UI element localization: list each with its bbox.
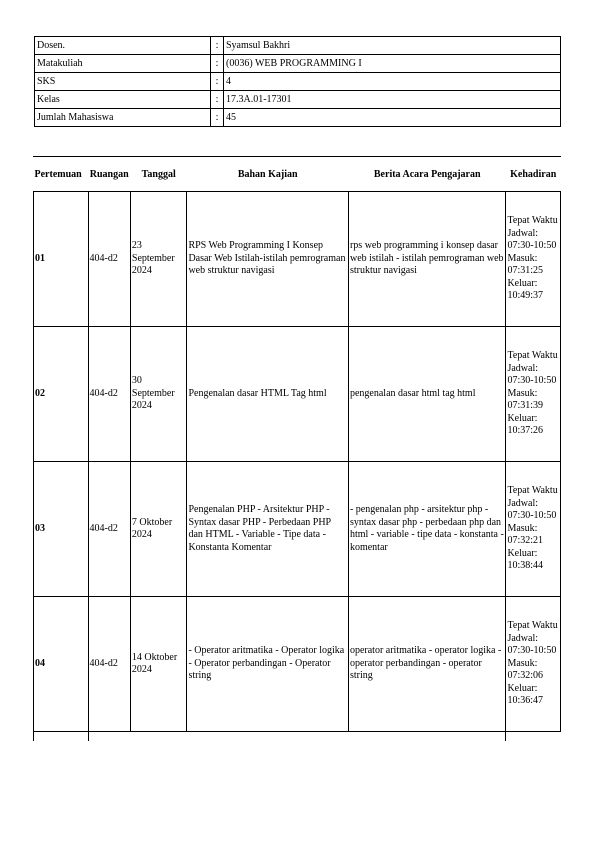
- kehadiran-masuk: Masuk: 07:31:25: [507, 252, 544, 277]
- ruangan-cell: 404-d2: [88, 192, 130, 327]
- kehadiran-masuk: Masuk: 07:31:39: [507, 387, 544, 412]
- kehadiran-jadwal: Jadwal: 07:30-10:50: [507, 227, 557, 252]
- kehadiran-jadwal: Jadwal: 07:30-10:50: [507, 362, 557, 387]
- ruangan-cell: 404-d2: [88, 597, 130, 732]
- info-row-matakuliah: [35, 55, 561, 73]
- schedule-table: [33, 157, 561, 741]
- info-separator: :: [211, 55, 224, 73]
- kehadiran-cell: [506, 597, 561, 732]
- info-value: (0036) WEB PROGRAMMING I: [224, 55, 561, 73]
- kehadiran-status: Tepat Waktu: [507, 485, 558, 497]
- kehadiran-cell: [506, 192, 561, 327]
- info-separator: :: [211, 37, 224, 55]
- berita-acara-cell: operator aritmatika - operator logika - operator perbandingan - operator string: [348, 597, 505, 732]
- info-label: SKS: [35, 73, 211, 91]
- bahan-kajian-cell: RPS Web Programming I Konsep Dasar Web Istilah-istilah pemrograman web struktur navigasi: [187, 192, 349, 327]
- kehadiran-masuk: Masuk: 07:32:21: [507, 522, 544, 547]
- info-value: Syamsul Bakhri: [224, 37, 561, 55]
- pertemuan-cell: 02: [34, 327, 89, 462]
- schedule-row: [34, 462, 561, 597]
- info-label: Jumlah Mahasiswa: [35, 109, 211, 127]
- header-ruangan: Ruangan: [89, 168, 129, 180]
- kehadiran-keluar: Keluar: 10:49:37: [507, 277, 544, 302]
- bahan-kajian-cell: Pengenalan PHP - Arsitektur PHP - Syntax dasar PHP - Perbedaan PHP dan HTML - Variable - Tipe data - Konstanta Komentar: [187, 462, 349, 597]
- kehadiran-keluar: Keluar: 10:38:44: [507, 547, 544, 572]
- kehadiran-cell: [506, 462, 561, 597]
- info-row-jumlah-mahasiswa: [35, 109, 561, 127]
- info-label: Dosen.: [35, 37, 211, 55]
- info-separator: :: [211, 73, 224, 91]
- header-pertemuan: Pertemuan: [34, 168, 82, 180]
- header-tanggal: Tanggal: [141, 168, 176, 180]
- schedule-row: [34, 597, 561, 732]
- bahan-kajian-cell: Pengenalan dasar HTML Tag html: [187, 327, 349, 462]
- info-separator: :: [211, 91, 224, 109]
- ruangan-cell: 404-d2: [88, 327, 130, 462]
- schedule-row: [34, 192, 561, 327]
- berita-acara-cell: pengenalan dasar html tag html: [348, 327, 505, 462]
- header-bahan-kajian: Bahan Kajian: [237, 168, 298, 180]
- schedule-row: [34, 327, 561, 462]
- kehadiran-cell: [506, 327, 561, 462]
- berita-acara-cell: rps web programming i konsep dasar web istilah - istilah pemrograman web struktur navigasi: [348, 192, 505, 327]
- ruangan-cell: 404-d2: [88, 462, 130, 597]
- kehadiran-jadwal: Jadwal: 07:30-10:50: [507, 632, 557, 657]
- schedule-continuation: [34, 732, 561, 742]
- info-value: 4: [224, 73, 561, 91]
- tanggal-cell: 14 Oktober 2024: [130, 597, 187, 732]
- bahan-kajian-cell: - Operator aritmatika - Operator logika - Operator perbandingan - Operator string: [187, 597, 349, 732]
- header-berita-acara: Berita Acara Pengajaran: [373, 168, 481, 180]
- kehadiran-keluar: Keluar: 10:36:47: [507, 682, 544, 707]
- info-value: 45: [224, 109, 561, 127]
- info-row-sks: [35, 73, 561, 91]
- pertemuan-cell: 04: [34, 597, 89, 732]
- kehadiran-status: Tepat Waktu: [507, 620, 558, 632]
- header-kehadiran: Kehadiran: [510, 168, 557, 180]
- kehadiran-keluar: Keluar: 10:37:26: [507, 412, 544, 437]
- course-info-table: [34, 36, 561, 127]
- pertemuan-cell: 03: [34, 462, 89, 597]
- kehadiran-masuk: Masuk: 07:32:06: [507, 657, 544, 682]
- pertemuan-cell: 01: [34, 192, 89, 327]
- info-label: Matakuliah: [35, 55, 211, 73]
- tanggal-cell: 7 Oktober 2024: [130, 462, 187, 597]
- info-row-dosen: [35, 37, 561, 55]
- kehadiran-status: Tepat Waktu: [507, 350, 558, 362]
- info-value: 17.3A.01-17301: [224, 91, 561, 109]
- tanggal-cell: 23 September 2024: [130, 192, 187, 327]
- tanggal-cell: 30 September 2024: [130, 327, 187, 462]
- info-label: Kelas: [35, 91, 211, 109]
- info-row-kelas: [35, 91, 561, 109]
- kehadiran-status: Tepat Waktu: [507, 215, 558, 227]
- schedule-table-container: [33, 156, 561, 741]
- schedule-header-row: [34, 157, 561, 192]
- info-separator: :: [211, 109, 224, 127]
- berita-acara-cell: - pengenalan php - arsitektur php - syntax dasar php - perbedaan php dan html - variable - tipe data - konstanta - komentar: [348, 462, 505, 597]
- kehadiran-jadwal: Jadwal: 07:30-10:50: [507, 497, 557, 522]
